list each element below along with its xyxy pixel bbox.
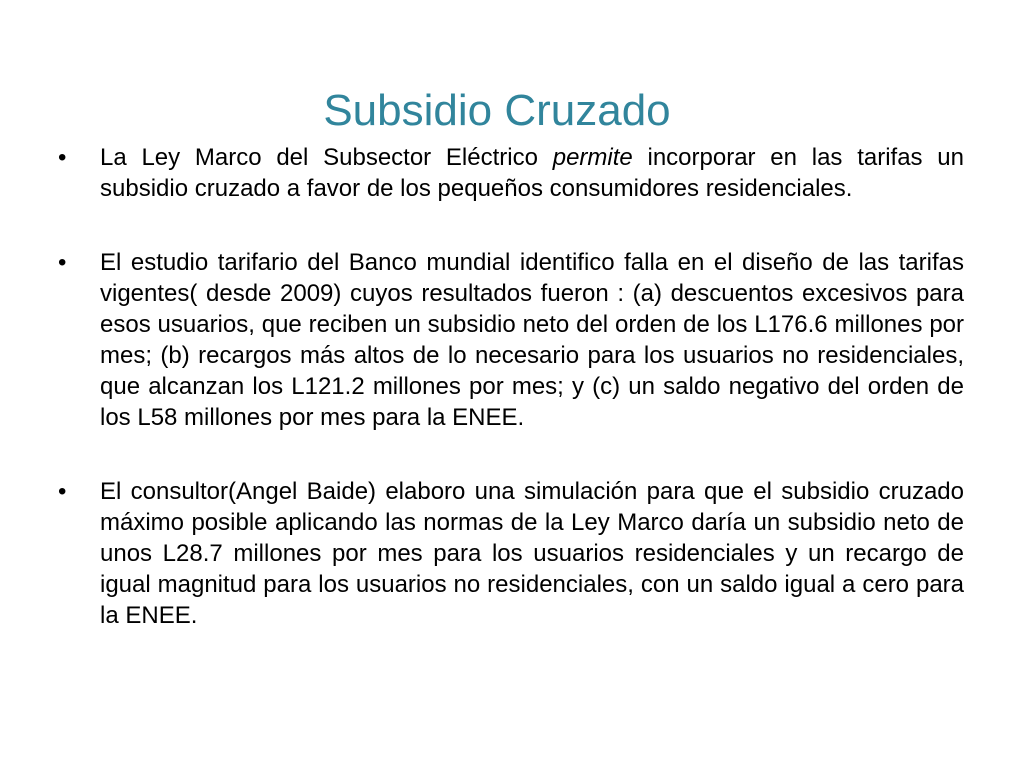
bullet-text-end: incorporar en las tarifas un subsidio cruzado a favor de los pequeños consumidores residenciales. [100,144,964,202]
bullet-text-start: La Ley Marco del Subsector Eléctrico [100,144,553,171]
bullet-text: El consultor(Angel Baide) elaboro una simulación para que el subsidio cruzado máximo posible aplicando las normas de la Ley Marco daría un subsidio neto de unos L28.7 millones por mes para los usuarios residenciales y un recargo de igual magnitud para los usuarios no residenciales, con un saldo igual a cero para la ENEE. [100,478,964,629]
bullet-icon: • [58,478,67,505]
bullet-list [58,142,964,631]
bullet-item-ley-marco [58,142,964,204]
bullet-text [100,144,964,202]
bullet-icon: • [58,144,67,171]
bullet-icon: • [58,249,67,276]
bullet-item-consultor [58,476,964,631]
bullet-item-estudio-tarifario [58,247,964,433]
emphasized-word: permite [552,144,633,171]
slide-title: Subsidio Cruzado [323,86,671,136]
bullet-text: El estudio tarifario del Banco mundial identifico falla en el diseño de las tarifas vigentes( desde 2009) cuyos resultados fueron : (a) descuentos excesivos para esos usuarios, que reciben un subsidio neto del orden de los L176.6 millones por mes; (b) recargos más altos de lo necesario para los usuarios no residenciales, que alcanzan los L121.2 millones por mes; y (c) un saldo negativo del orden de los L58 millones por mes para la ENEE. [100,249,964,431]
